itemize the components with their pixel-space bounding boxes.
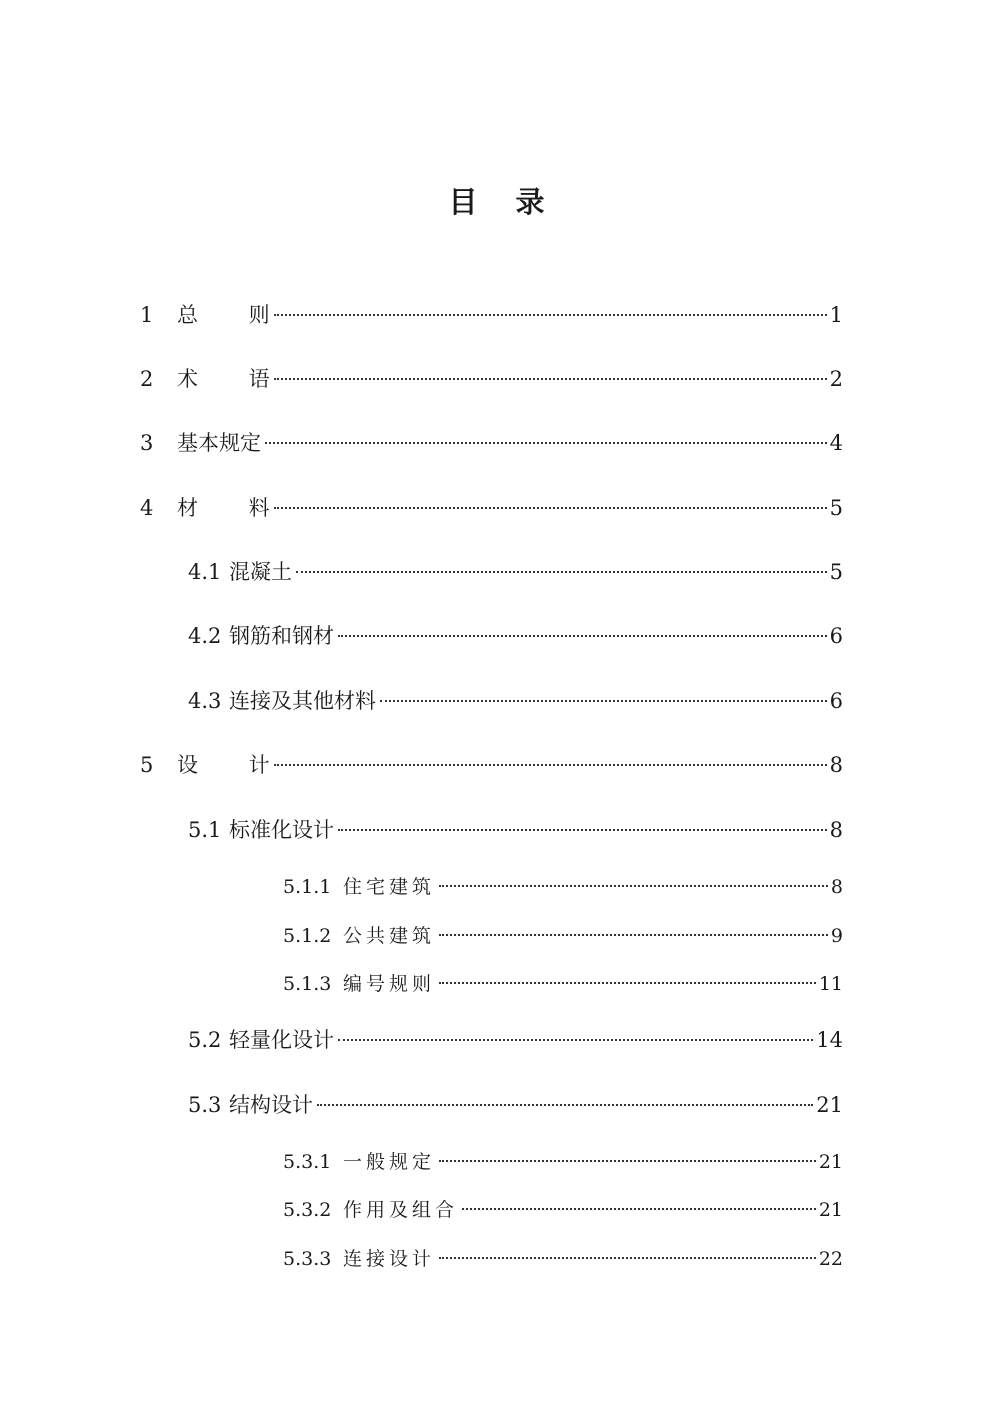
toc-entry-page: 4 <box>829 431 843 455</box>
toc-entry-label: 作用及组合 <box>343 1199 459 1221</box>
toc-entry[interactable] <box>283 1244 843 1274</box>
toc-entry[interactable] <box>188 621 843 651</box>
toc-entry-page: 14 <box>816 1028 843 1052</box>
toc-leader-dots <box>274 314 827 316</box>
toc-entry-label: 连接设计 <box>343 1248 436 1270</box>
toc-entry-label: 轻量化设计 <box>229 1028 334 1052</box>
toc-entry-label: 基本规定 <box>177 431 261 455</box>
toc-entry-page: 9 <box>830 925 843 947</box>
toc-entry[interactable] <box>283 921 843 951</box>
toc-entry[interactable] <box>140 364 843 394</box>
toc-entry-number: 5.3.3 <box>283 1248 332 1270</box>
toc-leader-dots <box>296 571 827 573</box>
toc-entry-label: 一般规定 <box>343 1151 436 1173</box>
toc-entry-page: 8 <box>829 753 843 777</box>
toc-entry[interactable] <box>140 428 843 458</box>
toc-entry-label: 钢筋和钢材 <box>229 624 334 648</box>
toc-entry[interactable] <box>188 1090 843 1120</box>
toc-entry-number: 4.3 <box>188 689 222 713</box>
toc-title-char-1: 目 <box>448 185 478 219</box>
toc-entry-number: 2 <box>140 367 154 391</box>
toc-entry-number: 5.1.3 <box>283 973 332 995</box>
toc-leader-dots <box>439 885 828 887</box>
toc-entry-page: 6 <box>829 624 843 648</box>
toc-entry[interactable] <box>188 686 843 716</box>
toc-entry[interactable] <box>283 969 843 999</box>
toc-entry-label: 住宅建筑 <box>343 876 436 898</box>
toc-entry-page: 11 <box>818 973 843 995</box>
toc-leader-dots <box>265 442 827 444</box>
toc-entry-label: 结构设计 <box>229 1093 313 1117</box>
toc-entry[interactable] <box>140 750 843 780</box>
toc-entry-label: 设 计 <box>177 753 292 777</box>
toc-entry-number: 5.3 <box>188 1093 222 1117</box>
toc-entry[interactable] <box>283 1195 843 1225</box>
toc-entry-number: 1 <box>140 303 154 327</box>
toc-entry-page: 21 <box>818 1151 843 1173</box>
toc-entry-label: 连接及其他材料 <box>229 689 376 713</box>
toc-leader-dots <box>380 700 827 702</box>
toc-title-char-2: 录 <box>515 185 545 219</box>
toc-entry-number: 5.1.2 <box>283 925 332 947</box>
toc-entry-label: 公共建筑 <box>343 925 436 947</box>
toc-entry[interactable] <box>283 1147 843 1177</box>
toc-leader-dots <box>274 378 827 380</box>
toc-leader-dots <box>462 1208 816 1210</box>
toc-entry-number: 4.1 <box>188 560 222 584</box>
toc-entry-page: 6 <box>829 689 843 713</box>
toc-entry[interactable] <box>188 1025 843 1055</box>
toc-entry-number: 4 <box>140 496 154 520</box>
toc-entry-number: 5.1 <box>188 818 222 842</box>
toc-leader-dots <box>439 934 828 936</box>
toc-entry-page: 21 <box>818 1199 843 1221</box>
toc-leader-dots <box>274 507 827 509</box>
toc-entry[interactable] <box>140 493 843 523</box>
toc-leader-dots <box>439 1257 816 1259</box>
toc-entry-page: 8 <box>829 818 843 842</box>
toc-entry[interactable] <box>188 815 843 845</box>
toc-entry-page: 5 <box>829 560 843 584</box>
toc-leader-dots <box>439 1160 816 1162</box>
toc-entry-page: 8 <box>830 876 843 898</box>
toc-entry-page: 22 <box>818 1248 843 1270</box>
toc-leader-dots <box>317 1104 813 1106</box>
toc-entry-number: 3 <box>140 431 154 455</box>
toc-entry-number: 4.2 <box>188 624 222 648</box>
toc-leader-dots <box>338 1039 813 1041</box>
toc-entry-label: 术 语 <box>177 367 292 391</box>
toc-leader-dots <box>338 635 827 637</box>
toc-entry-label: 总 则 <box>177 303 292 327</box>
toc-entry-label: 材 料 <box>177 496 292 520</box>
toc-entry-label: 混凝土 <box>229 560 292 584</box>
toc-entry-page: 2 <box>829 367 843 391</box>
toc-leader-dots <box>338 829 827 831</box>
toc-entry-page: 21 <box>816 1093 843 1117</box>
toc-entry-number: 5.2 <box>188 1028 222 1052</box>
toc-entry[interactable] <box>283 872 843 902</box>
toc-entry-number: 5.3.1 <box>283 1151 332 1173</box>
toc-entry-label: 编号规则 <box>343 973 436 995</box>
toc-entry-page: 1 <box>829 303 843 327</box>
toc-leader-dots <box>274 764 827 766</box>
toc-entry-label: 标准化设计 <box>229 818 334 842</box>
toc-entry-number: 5 <box>140 753 154 777</box>
toc-entry-page: 5 <box>829 496 843 520</box>
toc-entry[interactable] <box>188 557 843 587</box>
toc-leader-dots <box>439 982 816 984</box>
toc-entry-number: 5.3.2 <box>283 1199 332 1221</box>
toc-entry[interactable] <box>140 300 843 330</box>
toc-entry-number: 5.1.1 <box>283 876 332 898</box>
